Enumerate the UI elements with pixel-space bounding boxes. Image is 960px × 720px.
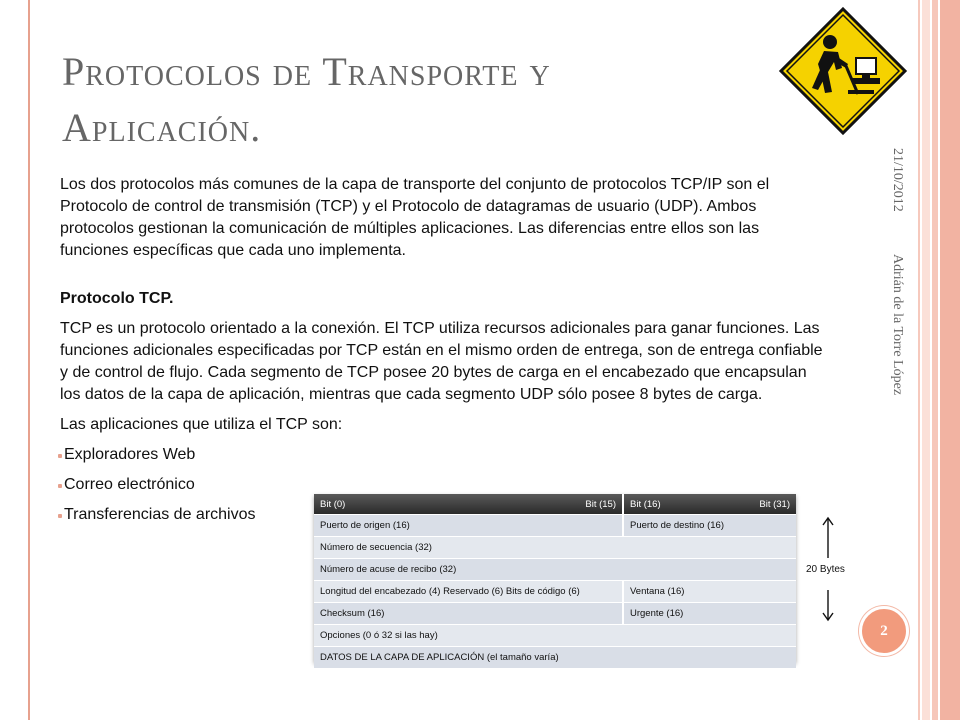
urgent-cell: Urgente (16) [624,603,796,624]
table-row [314,625,796,647]
ack-number-cell: Número de acuse de recibo (32) [314,559,796,580]
bullet-text: Exploradores Web [64,446,196,463]
bullet-icon [58,454,62,458]
bullet-icon [58,484,62,488]
arrow-down-icon [822,590,834,622]
header-length-cell: Longitud del encabezado (4) Reservado (6) Bits de código (6) [314,581,624,602]
options-cell: Opciones (0 ó 32 si las hay) [314,625,796,646]
dest-port-cell: Puerto de destino (16) [624,515,796,536]
arrow-up-icon [822,516,834,558]
bit-15-label: Bit (15) [585,498,616,510]
table-header-cell [624,494,796,514]
data-cell: DATOS DE LA CAPA DE APLICACIÓN (el tamaño varía) [314,647,796,668]
right-stripe [932,0,938,720]
right-stripe [940,0,960,720]
tcp-header-table [314,494,796,662]
slide-author: Adrián de la Torre López [890,254,905,396]
size-label: 20 Bytes [806,564,845,575]
bit-16-label: Bit (16) [630,498,661,510]
table-row [314,537,796,559]
table-header-row [314,494,796,515]
table-row [314,647,796,669]
table-row [314,559,796,581]
section-heading: Protocolo TCP. [60,290,174,307]
sequence-number-cell: Número de secuencia (32) [314,537,796,558]
table-row [314,581,796,603]
right-stripe [918,0,920,720]
tcp-description: TCP es un protocolo orientado a la conexión. El TCP utiliza recursos adicionales para ganar funciones. Las funciones adicionales especificadas por TCP están en el mismo orden de entrega, son de entrega confiable y de control de flujo. Cada segmento de TCP posee 20 bytes de carga en el encabezado que encapsulan los datos de la capa de aplicación, mientras que cada segmento UDP sólo posee 8 bytes de carga. [60,320,823,403]
bullet-text: Correo electrónico [64,476,195,493]
table-header-cell [314,494,624,514]
table-row [314,515,796,537]
source-port-cell: Puerto de origen (16) [314,515,624,536]
slide-body [60,174,830,534]
right-stripe [922,0,930,720]
list-item [60,444,830,474]
left-border-line [28,0,30,720]
page-number-badge: 2 [859,606,909,656]
uses-intro: Las aplicaciones que utiliza el TCP son: [60,416,343,433]
intro-paragraph: Los dos protocolos más comunes de la capa de transporte del conjunto de protocolos TCP/IP son el Protocolo de control de transmisión (TCP) y el Protocolo de datagramas de usuario (UDP). Ambos protocolos gestionan la comunicación de múltiples aplicaciones. Las diferencias entre ellos son las funciones específicas que cada uno implementa. [60,176,770,259]
bit-0-label: Bit (0) [320,498,346,510]
checksum-cell: Checksum (16) [314,603,624,624]
bit-31-label: Bit (31) [759,498,790,510]
slide-title: Protocolos de Transporte y Aplicación. [62,49,551,150]
construction-worker-sign-icon [778,6,908,136]
slide-date: 21/10/2012 [890,148,905,212]
table-row [314,603,796,625]
bullet-text: Transferencias de archivos [64,506,256,523]
bullet-icon [58,514,62,518]
window-cell: Ventana (16) [624,581,796,602]
